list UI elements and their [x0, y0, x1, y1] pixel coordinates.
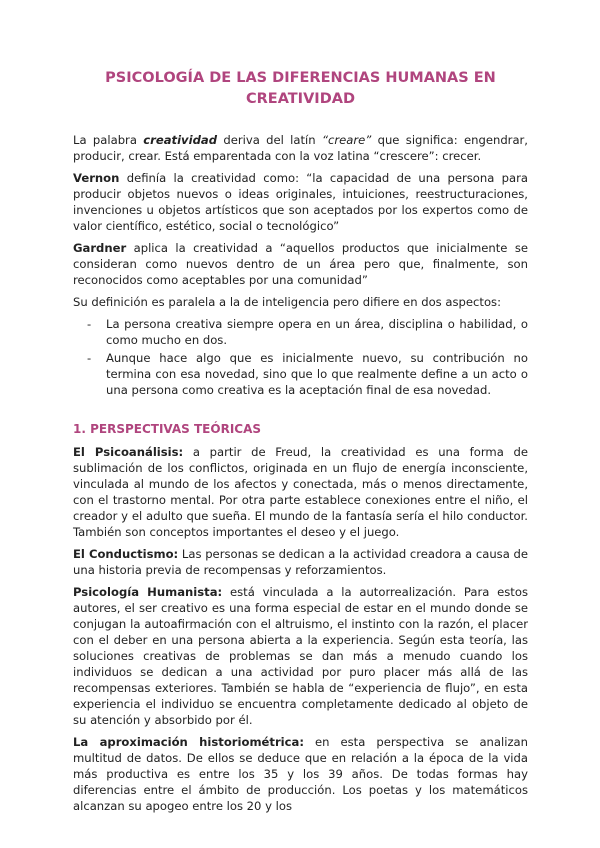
definition-paragraph: Su definición es paralela a la de inteligencia pero difiere en dos aspectos:: [73, 295, 502, 309]
dash-bullet: -: [87, 317, 92, 331]
gardner-paragraph: Gardner aplica la creatividad a “aquellos productos que inicialmente se consideran como nuevos dentro de un área pero que, finalmente, son reconocidos como aceptables por una comunidad”: [73, 241, 528, 287]
vernon-label: Vernon: [73, 171, 120, 185]
aspects-list: [73, 316, 528, 398]
conductismo-label: El Conductismo:: [73, 547, 179, 561]
historiometrica-paragraph: La aproximación historiométrica: en esta perspectiva se analizan multitud de datos. De ellos se deduce que en relación a la época de la vida más productiva es entre los 35 y los 39 años. De todas formas hay diferencias entre el ámbito de producción. Los poetas y los matemáticos alcanzan su apogeo entre los 20 y los: [73, 735, 528, 813]
humanista-label: Psicología Humanista:: [73, 585, 223, 599]
vernon-paragraph: Vernon definía la creatividad como: “la capacidad de una persona para producir objetos nuevos o ideas originales, intuiciones, reestructuraciones, invenciones u objetos artísticos que son aceptados por los expertos como de valor científico, estético, social o tecnológico”: [73, 171, 528, 233]
conductismo-paragraph: El Conductismo: Las personas se dedican a la actividad creadora a causa de una historia previa de recompensas y reforzamientos.: [73, 547, 529, 577]
section-heading: 1. PERSPECTIVAS TEÓRICAS: [73, 422, 262, 436]
intro-paragraph: La palabra creatividad deriva del latín “creare” que significa: engendrar, producir, crear. Está emparentada con la voz latina “crescere”: crecer.: [73, 133, 528, 163]
gardner-label: Gardner: [73, 241, 127, 255]
term-creare: “creare”: [321, 133, 372, 147]
page-title: PSICOLOGÍA DE LAS DIFERENCIAS HUMANAS EN CREATIVIDAD: [105, 70, 496, 107]
psicoanalisis-label: El Psicoanálisis:: [73, 445, 184, 459]
list-item: - La persona creativa siempre opera en un área, disciplina o habilidad, o como mucho en dos.: [87, 317, 528, 347]
term-creatividad: creatividad: [143, 133, 218, 147]
document-page: [73, 68, 528, 820]
psicoanalisis-paragraph: El Psicoanálisis: a partir de Freud, la creatividad es una forma de sublimación de los conflictos, originada en un flujo de energía inconsciente, vinculada al mundo de los afectos y conectada, más o menos directamente, con el trastorno mental. Por otra parte establece conexiones entre el niño, el creador y el adulto que sueña. El mundo de la fantasía sería el hilo conductor. También son conceptos importantes el deseo y el juego.: [73, 445, 528, 539]
historiometrica-label: La aproximación historiométrica:: [73, 735, 304, 749]
list-item: - Aunque hace algo que es inicialmente nuevo, su contribución no termina con esa novedad, sino que lo que realmente define a un acto o una persona como creativa es la aceptación final de esa novedad.: [87, 351, 528, 397]
dash-bullet: -: [87, 351, 92, 365]
humanista-paragraph: Psicología Humanista: está vinculada a la autorrealización. Para estos autores, el ser creativo es una forma especial de estar en el mundo donde se conjugan la autoafirmación con el altruismo, el instinto con la razón, el placer con el deber en una persona abierta a la experiencia. Según esta teoría, las soluciones creativas de problemas se dan más a menudo cuando los individuos se dedican a una actividad por puro placer más allá de las recompensas exteriores. También se habla de “experiencia de flujo”, en esta experiencia el individuo se encuentra completamente dedicado al objeto de su atención y absorbido por él.: [73, 585, 528, 727]
